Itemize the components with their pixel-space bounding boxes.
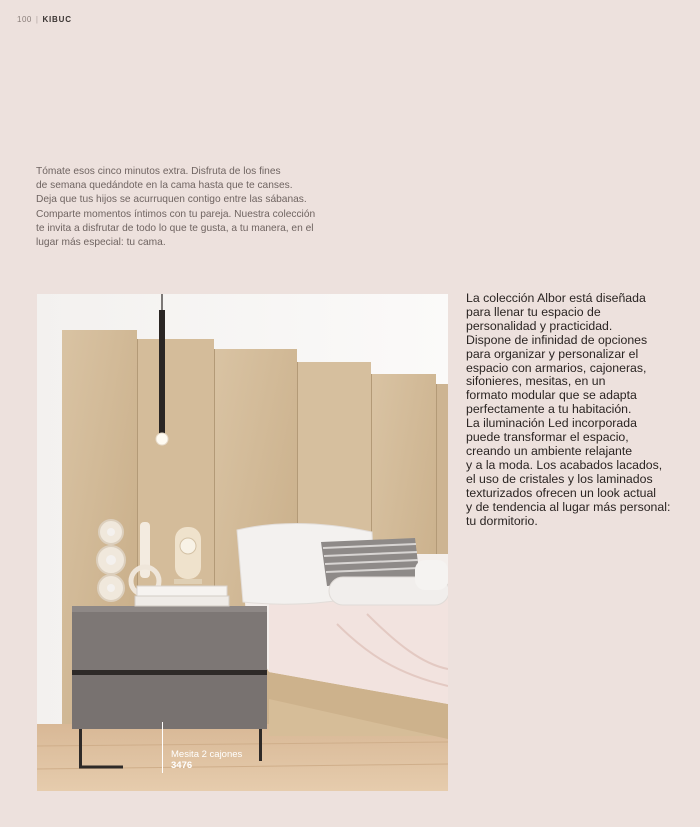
side-line: para llenar tu espacio de bbox=[466, 304, 601, 319]
side-line: personalidad y practicidad. bbox=[466, 318, 613, 333]
page-header bbox=[17, 15, 72, 24]
caption-label: Mesita 2 cajones bbox=[171, 749, 243, 760]
page-number: 100 bbox=[17, 15, 32, 24]
caption-code: 3476 bbox=[171, 760, 193, 771]
side-line: creando un ambiente relajante bbox=[466, 443, 633, 458]
side-line: La colección Albor está diseñada bbox=[466, 291, 646, 305]
product-caption bbox=[171, 749, 242, 771]
side-line: sifonieres, mesitas, en un bbox=[466, 374, 606, 389]
intro-paragraph bbox=[36, 165, 336, 250]
side-line: espacio con armarios, cajoneras, bbox=[466, 360, 647, 375]
intro-line: Tómate esos cinco minutos extra. Disfruta de los fines bbox=[36, 166, 281, 177]
header-separator: | bbox=[35, 15, 39, 24]
intro-line: te invita a disfrutar de todo lo que te gusta, a tu manera, en el bbox=[36, 222, 314, 234]
side-line: perfectamente a tu habitación. bbox=[466, 402, 632, 417]
side-line: La iluminación Led incorporada bbox=[466, 416, 637, 431]
caption-divider bbox=[162, 722, 163, 773]
intro-line: lugar más especial: tu cama. bbox=[36, 237, 166, 249]
bedroom-illustration bbox=[37, 294, 448, 791]
side-line: el uso de cristales y los laminados bbox=[466, 471, 653, 486]
intro-line: Comparte momentos íntimos con tu pareja. Nuestra colección bbox=[36, 208, 316, 220]
intro-line: Deja que tus hijos se acurruquen contigo entre las sábanas. bbox=[36, 194, 307, 206]
collection-description bbox=[466, 292, 686, 528]
side-line: para organizar y personalizar el bbox=[466, 346, 639, 361]
intro-line: de semana quedándote en la cama hasta que te canses. bbox=[36, 180, 293, 192]
side-line: y de tendencia al lugar más personal: bbox=[466, 499, 671, 514]
side-line: puede transformar el espacio, bbox=[466, 430, 629, 445]
side-line: Dispone de infinidad de opciones bbox=[466, 332, 648, 347]
brand-logo: KIBUC bbox=[42, 15, 72, 24]
side-line: texturizados ofrecen un look actual bbox=[466, 485, 657, 500]
side-line: y a la moda. Los acabados lacados, bbox=[466, 457, 663, 472]
side-line: formato modular que se adapta bbox=[466, 388, 637, 403]
side-line: tu dormitorio. bbox=[466, 513, 538, 528]
bedroom-photo bbox=[37, 294, 448, 791]
